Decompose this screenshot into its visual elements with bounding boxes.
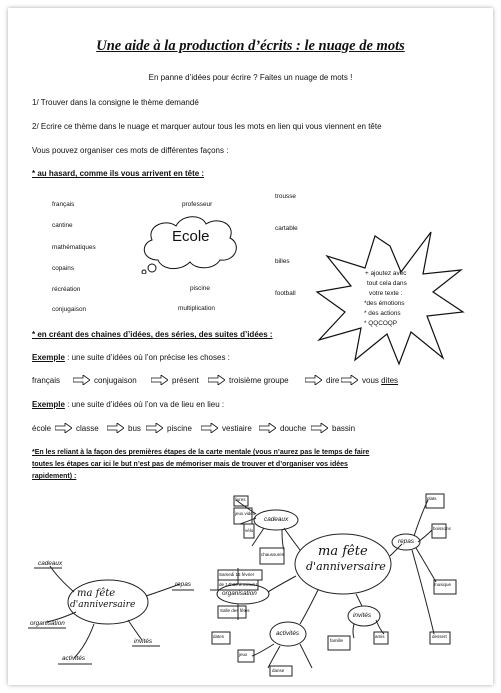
large-map-leaf: musique [434,582,452,587]
chain-1-word: français [32,376,61,385]
section-3-line-3: rapidement) : [32,473,77,480]
large-map-leaf: danse [272,668,285,673]
chain-2-word: douche [280,424,307,433]
large-map-branch: invités [353,612,372,619]
section-1-heading: * au hasard, comme ils vous arrivent en tête : [32,169,205,178]
organize-text: Vous pouvez organiser ces mots de différentes façons : [32,146,229,155]
large-map-leaf: famille [330,638,344,643]
large-map-leaf: plats [427,496,437,501]
example-2-line [32,400,224,409]
cloud-word: conjugaison [52,306,87,313]
cloud-word: billes [275,258,290,265]
step-2: 2/ Ecrire ce thème dans le nuage et marquer autour tous les mots en lien qui vous viennent en tête [32,122,382,131]
small-map-center-1: ma fête [77,588,116,599]
small-map-center-2: d'anniversaire [70,600,136,610]
large-map-leaf: chaussures [261,552,285,557]
section-3-line-2: toutes les étapes car ici le but n’est pas de mémoriser mais de trouver et d’organiser vos idées [32,461,348,468]
cloud-word: football [275,290,296,297]
large-map-leaf: dates [213,634,225,639]
cloud-word: cartable [275,225,298,232]
chain-1-word: vous dites [362,376,399,385]
cloud-word: mathématiques [52,244,96,251]
large-map-leaf: livres [235,497,246,502]
star-line: votre texte : [369,290,403,297]
example-1-text: : une suite d’idées où l’on précise les choses : [64,353,230,362]
arrow-icon [305,375,322,385]
cloud-word: piscine [190,285,210,292]
chain-1-word: conjugaison [94,376,137,385]
large-map-center-1: ma fête [318,544,368,559]
example-2-text: : une suite d’idées où l’on va de lieu en lieu : [64,400,225,409]
section-3-line-1: *En les reliant à la façon des premières étapes de la carte mentale (vous n’aurez pas le temps de faire [32,449,370,456]
intro-text: En panne d’idées pour écrire ? Faites un nuage de mots ! [148,73,353,82]
arrow-icon [151,375,168,385]
arrow-icon [259,423,276,433]
large-map-leaf: boissons [433,526,451,531]
small-map-branch: cadeaux [38,560,63,567]
large-map-leaf: jeux [239,652,248,657]
step-1: 1/ Trouver dans la consigne le thème demandé [32,98,199,107]
example-1-label: Exemple [32,353,65,362]
arrow-icon [311,423,328,433]
chain-2-word: bus [128,424,141,433]
cloud-word: français [52,201,75,208]
chain-2-word: bassin [332,424,356,433]
cloud-word: copains [52,265,75,272]
large-map-center-2: d'anniversaire [306,560,386,573]
page-title: Une aide à la production d’écrits : le nuage de mots [96,38,405,54]
chain-2-word: classe [76,424,99,433]
large-map-leaf: Samedi 15 février [219,572,255,577]
cloud-word: récréation [52,286,81,293]
arrow-icon [341,375,358,385]
cloud-word: trousse [275,193,296,200]
chain-1-emphasis: dites [381,376,399,385]
large-map-leaf: vélo [245,528,254,533]
arrow-icon [201,423,218,433]
large-map-branch: cadeaux [264,516,289,523]
star-line: tout cela dans [367,280,407,287]
chain-2-word: vestiaire [222,424,252,433]
large-map-leaf: amis [375,634,385,639]
section-2-heading: * en créant des chaines d’idées, des séries, des suites d’idées : [32,330,273,339]
large-map-leaf: jeux vidéo [235,511,256,516]
chain-2-word: piscine [167,424,192,433]
arrow-icon [107,423,124,433]
starburst-shape [315,228,465,368]
large-map-leaf: Salle des fêtes [220,608,250,613]
large-map-branch: repas [398,538,414,545]
arrow-icon [73,375,90,385]
example-2-label: Exemple [32,400,65,409]
arrow-icon [208,375,225,385]
large-map-branch: activités [276,630,300,637]
chain-1-word: troisième groupe [229,376,289,385]
chain-2-word: école [32,424,52,433]
star-line: + ajoutez avec [365,270,407,277]
cloud-word: professeur [182,201,213,208]
arrow-icon [146,423,163,433]
example-1-line [32,353,230,362]
cloud-word: cantine [52,222,73,229]
star-line: * QQCOQP [364,320,398,327]
small-map-branch: organisation [30,620,65,627]
cloud-center-word: Ecole [172,228,210,245]
chain-1-word: présent [172,376,199,385]
star-line: * des actions [364,310,401,317]
arrow-icon [55,423,72,433]
large-map-leaf: dessert [432,634,447,639]
small-map-branch: activités [62,655,86,662]
cloud-word: multiplication [178,305,215,312]
document-page [8,8,493,685]
large-map-branch: organisation [222,590,257,597]
chain-1-word: dire [326,376,340,385]
large-map-leaf: de 14h30 à minuit ! [219,582,258,587]
small-map-branch: invités [134,638,153,645]
star-line: *des émotions [364,300,405,307]
small-map-branch: repas [175,581,191,588]
